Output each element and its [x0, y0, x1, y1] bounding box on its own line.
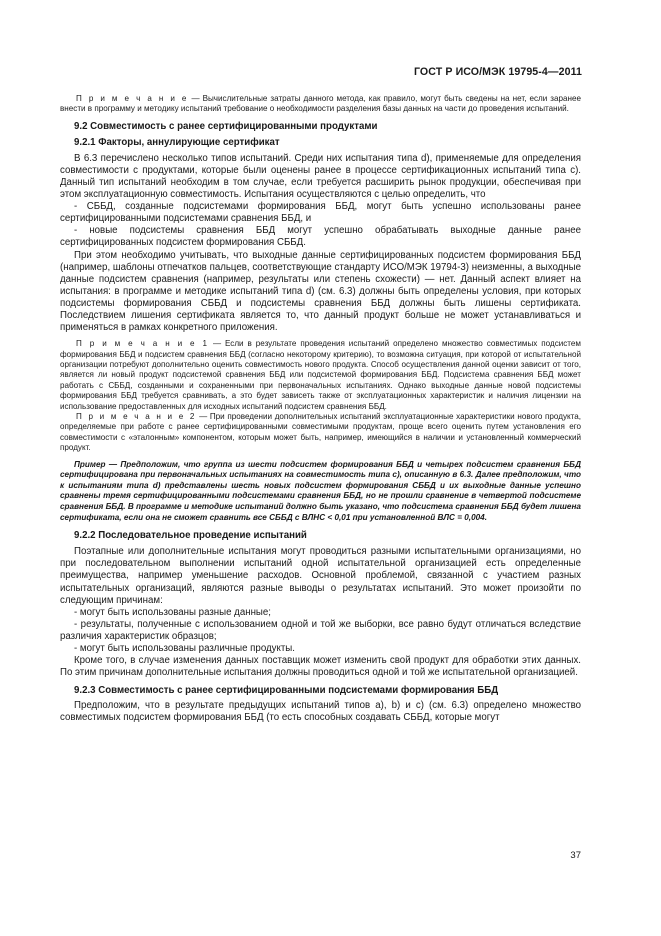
section-9-2-2-list-item-2: - результаты, полученные с использованием одной и той же выборки, все равно будут отличаться вследствие различия характеристик образцов;: [60, 618, 581, 642]
example-paragraph: Пример — Предположим, что группа из шести подсистем формирования ББД и четырех подсистем сравнения ББД сертифицирована при первоначальных испытаниях на совместимость типа c), описанную в 6.3. Далее предположим, что к испытаниям типа d) представлены шесть новых подсистем формирования СББД и их выходные данные успешно сравнены тремя сертифицированными подсистемами сравнения ББД, но не прошли сравнение в четвертой подсистеме сравнения ББД. В программе и методике испытаний должно быть указано, что подсистема сравнения ББД будет лишена сертификата, если она не сможет сравнить все СББД с ВЛНС < 0,01 при установленной ВЛС = 0,004.: [60, 459, 581, 522]
section-9-2-2-title: 9.2.2 Последовательное проведение испытаний: [74, 530, 307, 542]
section-9-2-2-paragraph-1: Поэтапные или дополнительные испытания могут проводиться разными испытательными организациями, но при последовательном выполнении испытаний одной испытательной организацией есть определенные преимущества, например уменьшение расходов. Основной проблемой, связанной с участием разных испытательных организаций, являются разные выводы о результатах испытаний. Это может произойти по следующим причинам:: [60, 546, 581, 606]
note-1-label: П р и м е ч а н и е 1: [76, 339, 209, 349]
section-9-2-2-paragraph-2: Кроме того, в случае изменения данных поставщик может изменить свой продукт для обработки этих данных. По этим причинам дополнительные испытания должны проводиться одной и той же испытательной организацией.: [60, 655, 581, 679]
note-2-label: П р и м е ч а н и е 2: [76, 412, 197, 422]
section-9-2-1-title: 9.2.1 Факторы, аннулирующие сертификат: [74, 136, 280, 148]
note-1-text: — Если в результате проведения испытаний определено множество совместимых подсистем формирования ББД и подсистем сравнения ББД (согласно некоторому критерию), то возможна ситуация, при которой от испытательной организации потребуют дополнительно оценить совместимость нового продукта. Способ осуществления данной оценки зависит от того, является ли новый продукт подсистемой сравнения ББД или подсистемой формирования ББД. Подсистема сравнения ББД может работать с СББД, созданными и сохраненными при первоначальных испытаниях. Однако выходные данные новой подсистемы формирования ББД требуется сравнивать, а это будет зависеть также от эксплуатационных характеристик и наличия лицензии на использование предоставленных для исходных испытаний подсистем сравнения ББД.: [60, 339, 581, 411]
note-2: [60, 412, 581, 454]
section-9-2-1-list-item-1: - СББД, созданные подсистемами формирования ББД, могут быть успешно использованы ранее сертифицированными подсистемами сравнения ББД, и: [60, 201, 581, 225]
document-header-code: ГОСТ Р ИСО/МЭК 19795-4—2011: [413, 66, 582, 78]
section-9-2-2-list-item-1: - могут быть использованы разные данные;: [74, 606, 271, 618]
section-9-2-1-paragraph-2: При этом необходимо учитывать, что выходные данные сертифицированных подсистем формирования ББД (например, шаблоны отпечатков пальцев, соответствующие стандарту ИСО/МЭК 19794-3) неизменны, а выходные данные подсистем сравнения (например, результаты или степень схожести) — нет. Данный аспект влияет на испытания: в программе и методике испытаний типа d) (см. 6.3) должны быть определены условия, при которых подсистемы формирования СББД и подсистемы сравнения ББД должны быть лишены сертификата. Последствием лишения сертификата является то, что данный продукт больше не может устанавливаться и применяться в рамках конкретного приложения.: [60, 249, 581, 334]
section-9-2-title: 9.2 Совместимость с ранее сертифицированными продуктами: [74, 120, 378, 132]
note-2-text: — При проведении дополнительных испытаний эксплуатационные характеристики нового продукта, определяемые при работе с ранее сертифицированными совместимыми продуктам, проще всего оценить путем установления его совместимости с «эталонным» компонентом, которым может быть, например, имеющийся в наличии и установленный коммерческий продукт.: [60, 412, 581, 453]
note-top: [60, 94, 581, 115]
page-content: [60, 94, 581, 724]
note-1: [60, 339, 581, 412]
note-top-label: П р и м е ч а н и е: [76, 94, 189, 103]
section-9-2-1-paragraph-1: В 6.3 перечислено несколько типов испытаний. Среди них испытания типа d), применяемые для определения совместимости с продуктами, которые были оценены ранее в процессе сертификационных испытаний типа c). Данный тип испытаний необходим в том случае, если требуется расширить рынок продукции, обеспечивая при этом эксплуатационную совместимость. Испытания осуществляются с целью определить, что: [60, 152, 581, 201]
section-9-2-2-list-item-3: - могут быть использованы различные продукты.: [74, 643, 295, 654]
section-9-2-3-title: 9.2.3 Совместимость с ранее сертифицированными подсистемами формирования ББД: [74, 685, 499, 697]
section-9-2-1-list-item-2: - новые подсистемы сравнения ББД могут успешно обрабатывать выходные данные ранее сертифицированных подсистем формирования СББД.: [60, 225, 581, 249]
note-top-text: — Вычислительные затраты данного метода, как правило, могут быть сведены на нет, если заранее внести в программу и методику испытаний требование о необходимости разделения базы данных на части до проведения испытаний.: [60, 94, 581, 114]
page-number: 37: [570, 850, 581, 861]
section-9-2-3-paragraph-1: Предположим, что в результате предыдущих испытаний типов a), b) и c) (см. 6.3) определено множество совместимых подсистем формирования ББД (то есть способных создавать СББД, которые могут: [60, 700, 581, 724]
